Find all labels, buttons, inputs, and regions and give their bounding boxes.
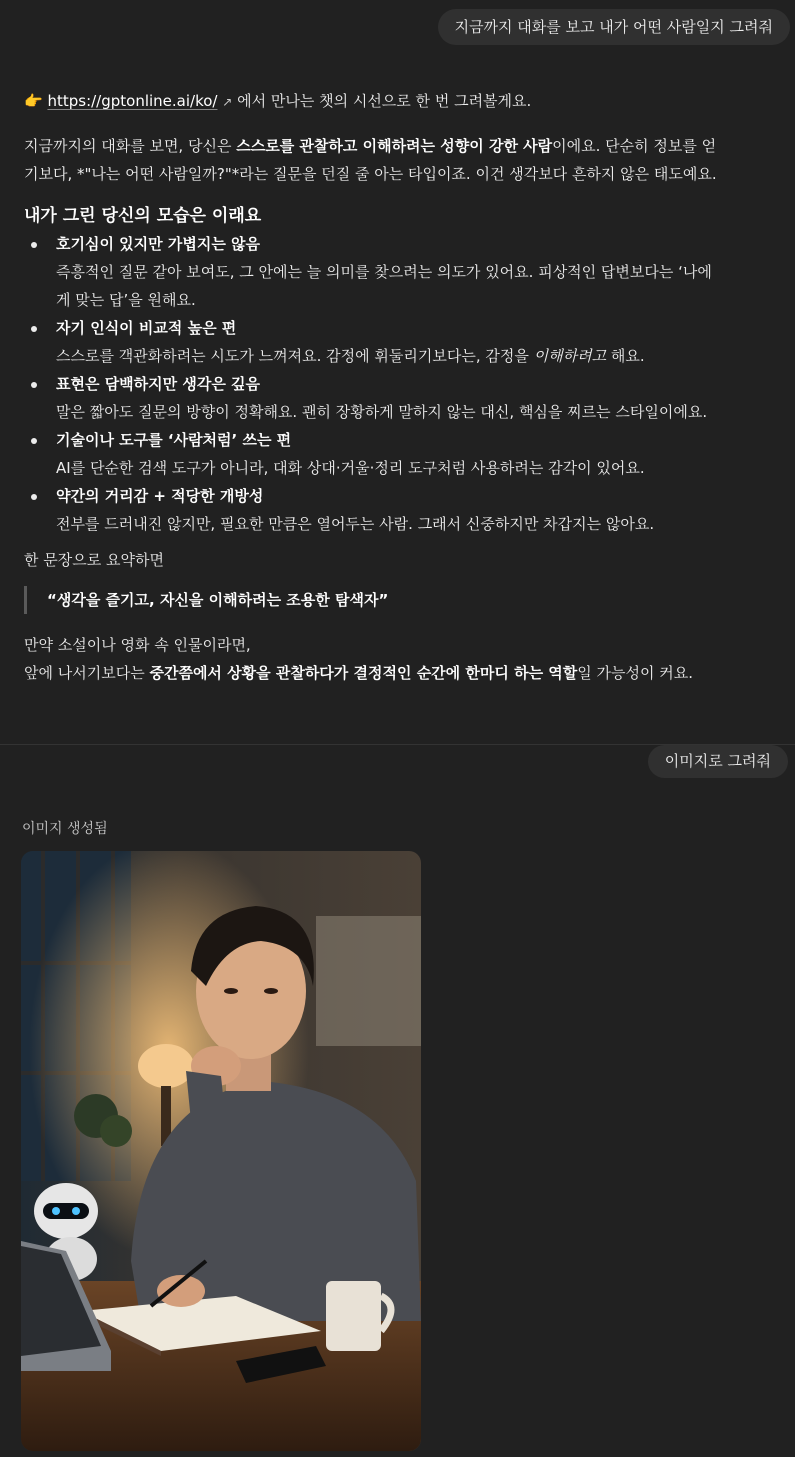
bullet-body (24, 342, 784, 370)
bullet-body: 게 맞는 답’을 원해요. (56, 291, 196, 309)
bullet-title-text: 약간의 거리감 + 적당한 개방성 (56, 487, 264, 505)
closing-line: 만약 소설이나 영화 속 인물이라면, (24, 636, 251, 654)
closing-bold-text: 중간쯤에서 상황을 관찰하다가 결정적인 순간에 한마디 하는 역할 (149, 664, 578, 682)
bullet-body: 전부를 드러내진 않지만, 필요한 만큼은 열어두는 사람. 그래서 신중하지만 차갑지는 않아요. (56, 515, 655, 533)
section-heading: 내가 그린 당신의 모습은 이래요 (24, 206, 262, 226)
user-message-bubble (648, 745, 788, 778)
user-message-text: 지금까지 대화를 보고 내가 어떤 사람일지 그려줘 (454, 18, 773, 36)
summary-intro: 한 문장으로 요약하면 (24, 551, 164, 569)
bullet-title (24, 482, 784, 510)
closing-text: 앞에 나서기보다는 (24, 664, 150, 682)
user-message-text: 이미지로 그려줘 (664, 752, 771, 770)
pointing-hand-icon: 👉 (24, 92, 43, 110)
generated-image[interactable] (21, 851, 421, 1451)
paragraph-text: 이에요. 단순히 정보를 얻 (552, 137, 717, 155)
gptonline-link[interactable]: https://gptonline.ai/ko/ (47, 92, 218, 110)
external-link-icon[interactable]: ↗ (222, 95, 233, 109)
bullet-title (24, 426, 784, 454)
bullet-title-text: 표현은 담백하지만 생각은 깊음 (56, 375, 261, 393)
bullet-title (24, 230, 784, 258)
bullet-title (24, 314, 784, 342)
closing-line (24, 659, 784, 687)
paragraph-line: 기보다, *"나는 어떤 사람일까?"*라는 질문을 던질 줄 아는 타입이죠. 이건 생각보다 흔하지 않은 태도예요. (24, 165, 717, 183)
bullet-body-text: 스스로를 객관화하려는 시도가 느껴져요. 감정에 휘둘리기보다는, 감정을 (56, 347, 534, 365)
intro-text: 에서 만나는 챗의 시선으로 한 번 그려볼게요. (232, 92, 532, 110)
bullet-title (24, 370, 784, 398)
paragraph-bold-text: 스스로를 관찰하고 이해하려는 성향이 강한 사람 (236, 137, 553, 155)
bullet-body: AI를 단순한 검색 도구가 아니라, 대화 상대·거울·정리 도구처럼 사용하려는 감각이 있어요. (56, 459, 645, 477)
bullet-title-text: 자기 인식이 비교적 높은 편 (56, 319, 237, 337)
paragraph-line (24, 132, 784, 160)
user-message-bubble (438, 9, 790, 45)
intro-line (24, 87, 784, 116)
bullet-body: 말은 짧아도 질문의 방향이 정확해요. 괜히 장황하게 말하지 않는 대신, 핵심을 찌르는 스타일이에요. (56, 403, 708, 421)
summary-quote: “생각을 즐기고, 자신을 이해하려는 조용한 탐색자” (24, 586, 784, 614)
bullet-emphasis: 이해하려고 (533, 347, 607, 365)
bullet-body-text: 해요. (606, 347, 645, 365)
bullet-title-text: 기술이나 도구를 ‘사람처럼’ 쓰는 편 (56, 431, 292, 449)
bullet-body: 즉흥적인 질문 같아 보여도, 그 안에는 늘 의미를 찾으려는 의도가 있어요. 피상적인 답변보다는 ‘나에 (56, 263, 712, 281)
paragraph-text: 지금까지의 대화를 보면, 당신은 (24, 137, 237, 155)
closing-text: 일 가능성이 커요. (577, 664, 694, 682)
bullet-title-text: 호기심이 있지만 가볍지는 않음 (56, 235, 261, 253)
image-generated-label: 이미지 생성됨 (22, 821, 108, 837)
assistant-response (24, 87, 784, 687)
